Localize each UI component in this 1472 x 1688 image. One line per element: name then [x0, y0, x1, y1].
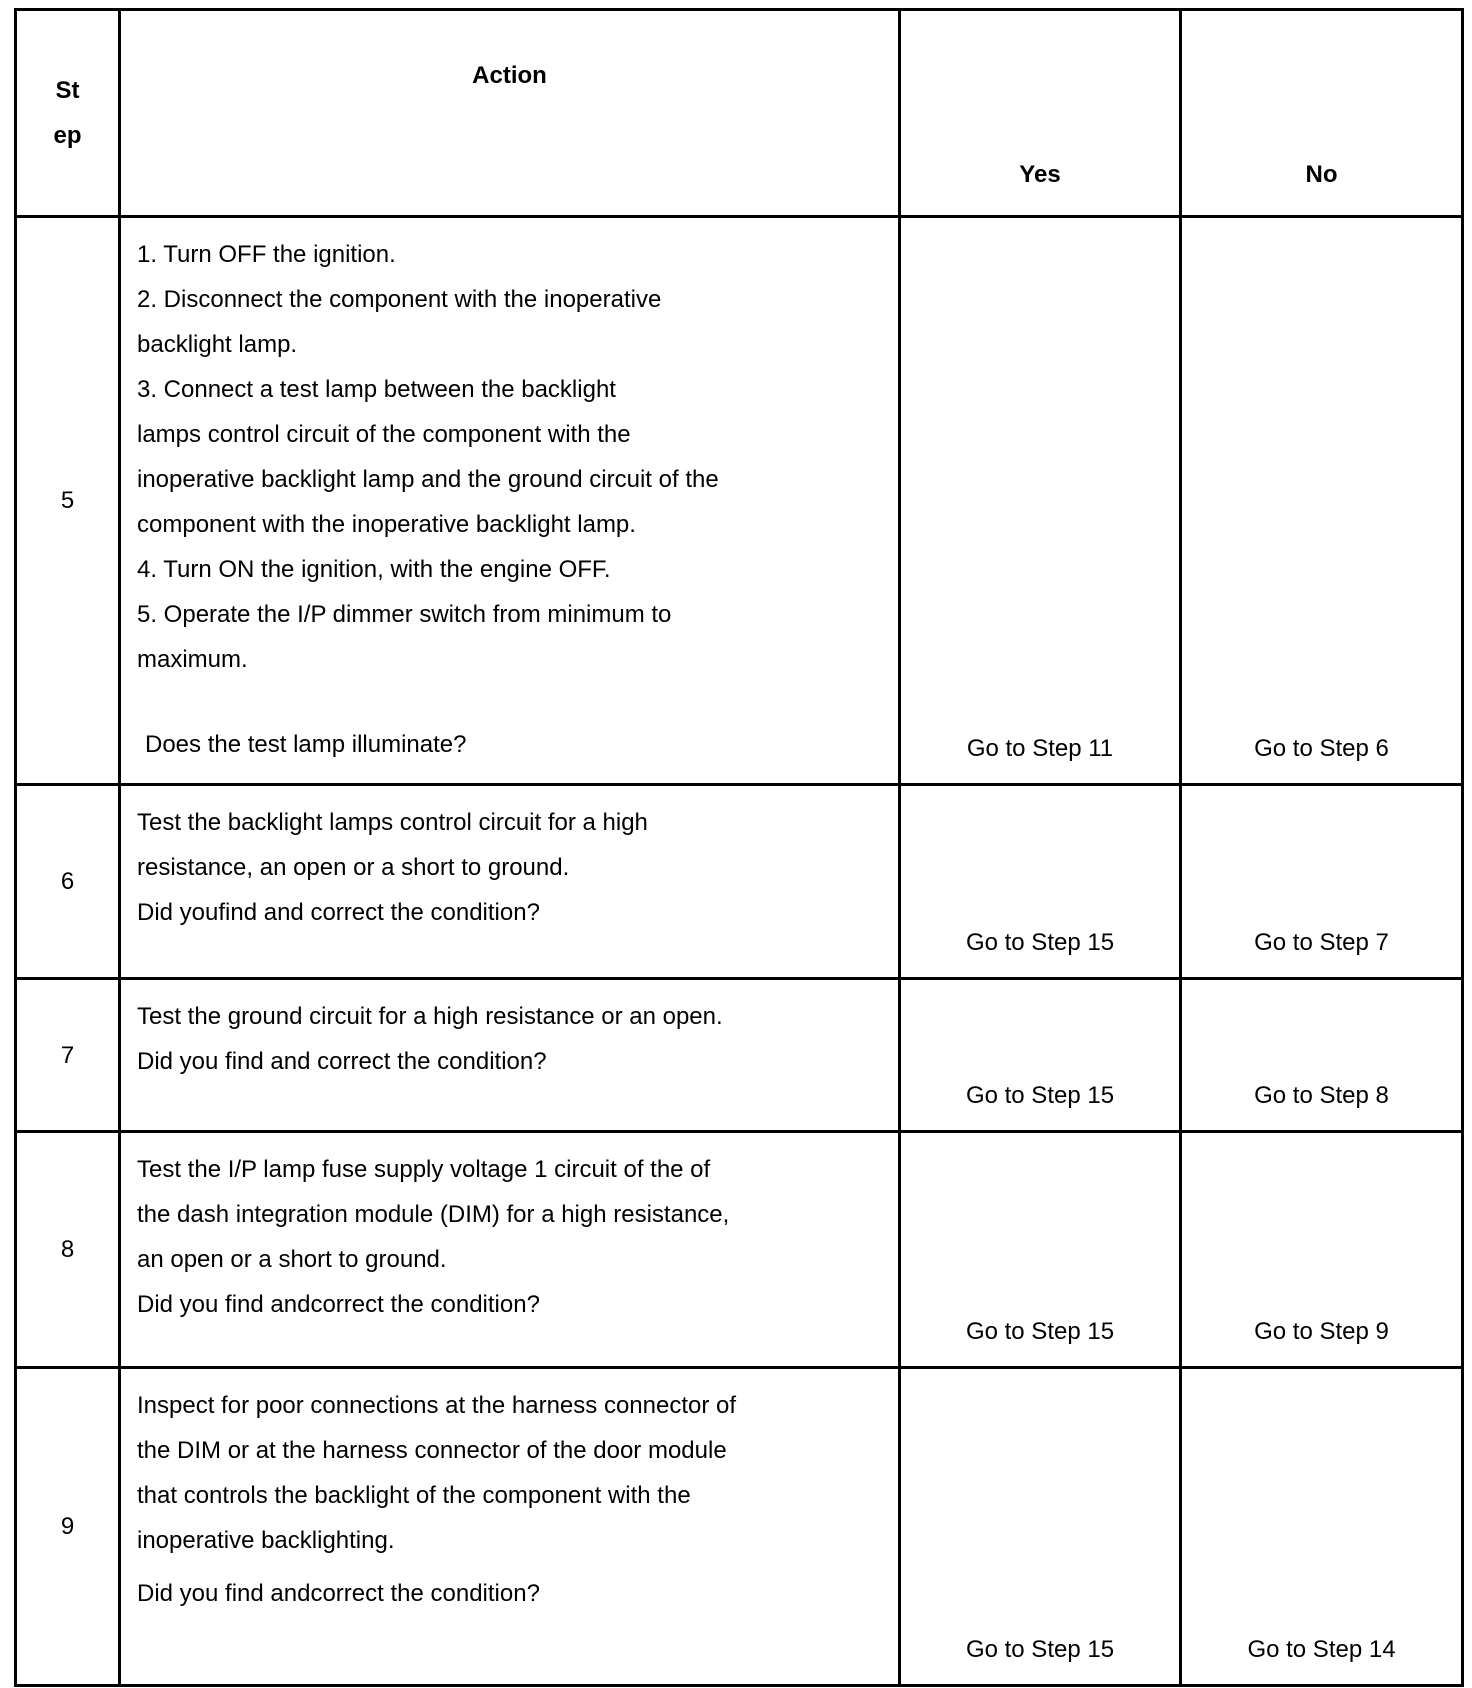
- action-line: that controls the backlight of the component with the: [137, 1482, 691, 1509]
- action-line: component with the inoperative backlight lamp.: [137, 511, 636, 538]
- yes-result: Go to Step 15: [900, 979, 1181, 1132]
- table-row: [16, 1368, 1463, 1686]
- no-result: Go to Step 7: [1181, 785, 1463, 979]
- action-line: lamps control circuit of the component with the: [137, 421, 631, 448]
- action-question: Did you find and correct the condition?: [137, 1048, 547, 1075]
- yes-result: Go to Step 15: [900, 785, 1181, 979]
- table-row: [16, 217, 1463, 785]
- action-line: resistance, an open or a short to ground.: [137, 854, 570, 881]
- header-yes: Yes: [900, 10, 1181, 217]
- step-number: 7: [16, 979, 120, 1132]
- table-row: [16, 979, 1463, 1132]
- header-action: [120, 10, 900, 217]
- action-line: 1. Turn OFF the ignition.: [137, 241, 396, 268]
- action-question: Did you find andcorrect the condition?: [137, 1291, 540, 1318]
- yes-result: Go to Step 15: [900, 1368, 1181, 1686]
- action-line: the DIM or at the harness connector of the door module: [137, 1437, 727, 1464]
- action-cell: [120, 217, 900, 785]
- table-row: [16, 785, 1463, 979]
- action-line: maximum.: [137, 646, 248, 673]
- action-cell: [120, 1368, 900, 1686]
- action-line: 4. Turn ON the ignition, with the engine OFF.: [137, 556, 611, 583]
- step-number: 5: [16, 217, 120, 785]
- action-line: 5. Operate the I/P dimmer switch from minimum to: [137, 601, 672, 628]
- action-question: Did you find andcorrect the condition?: [137, 1580, 540, 1607]
- action-line: inoperative backlight lamp and the ground circuit of the: [137, 466, 719, 493]
- action-line: an open or a short to ground.: [137, 1246, 447, 1273]
- action-line: 2. Disconnect the component with the inoperative: [137, 286, 662, 313]
- no-result: Go to Step 6: [1181, 217, 1463, 785]
- step-number: 8: [16, 1132, 120, 1368]
- step-number: 6: [16, 785, 120, 979]
- header-row: [16, 10, 1463, 217]
- yes-result: Go to Step 15: [900, 1132, 1181, 1368]
- no-result: Go to Step 14: [1181, 1368, 1463, 1686]
- action-line: backlight lamp.: [137, 331, 298, 358]
- action-line: 3. Connect a test lamp between the backlight: [137, 376, 616, 403]
- table-row: [16, 1132, 1463, 1368]
- header-no: No: [1181, 10, 1463, 217]
- action-question: Did youfind and correct the condition?: [137, 899, 540, 926]
- action-cell: [120, 785, 900, 979]
- header-action-label: Action: [472, 62, 547, 89]
- action-line: Inspect for poor connections at the harness connector of: [137, 1392, 737, 1419]
- yes-result: Go to Step 11: [900, 217, 1181, 785]
- action-line: inoperative backlighting.: [137, 1527, 395, 1554]
- action-question: Does the test lamp illuminate?: [145, 731, 467, 758]
- action-line: Test the I/P lamp fuse supply voltage 1 circuit of the of: [137, 1156, 711, 1183]
- diagnostic-table: [14, 8, 1464, 1687]
- action-line: Test the ground circuit for a high resistance or an open.: [137, 1003, 723, 1030]
- action-cell: [120, 1132, 900, 1368]
- header-step-line2: ep: [53, 122, 82, 149]
- header-step-line1: St: [55, 77, 80, 104]
- header-step: [16, 10, 120, 217]
- action-line: the dash integration module (DIM) for a high resistance,: [137, 1201, 730, 1228]
- no-result: Go to Step 9: [1181, 1132, 1463, 1368]
- no-result: Go to Step 8: [1181, 979, 1463, 1132]
- step-number: 9: [16, 1368, 120, 1686]
- action-cell: [120, 979, 900, 1132]
- action-line: Test the backlight lamps control circuit for a high: [137, 809, 648, 836]
